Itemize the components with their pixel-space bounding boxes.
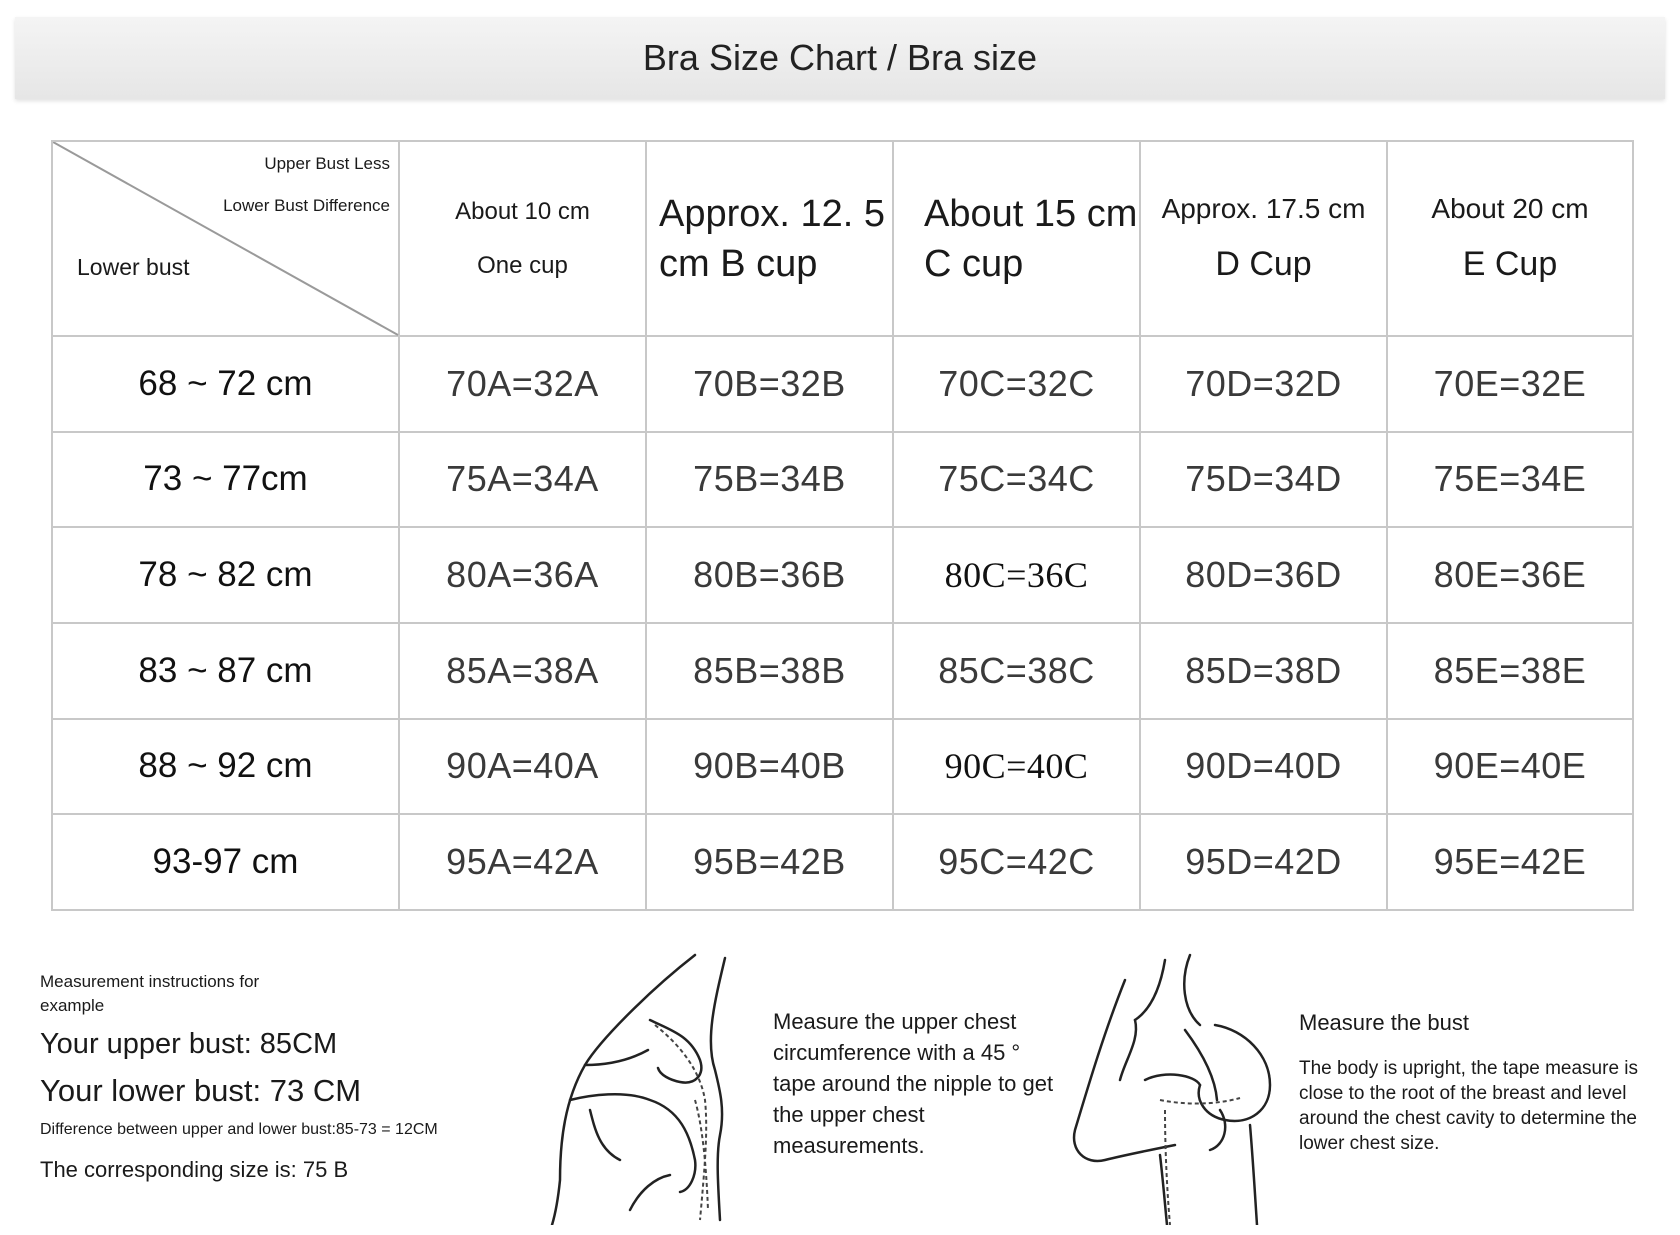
header-row xyxy=(52,141,1633,336)
header-d-diff: Approx. 17.5 cm xyxy=(1161,193,1366,224)
size-cell: 75D=34D xyxy=(1140,432,1387,528)
size-cell: 80E=36E xyxy=(1387,527,1633,623)
table-row xyxy=(52,336,1633,432)
size-cell: 70B=32B xyxy=(646,336,893,432)
band-cell: 88 ~ 92 cm xyxy=(52,719,399,815)
size-cell: 85C=38C xyxy=(893,623,1140,719)
size-cell: 95E=42E xyxy=(1387,814,1633,910)
header-e-diff: About 20 cm xyxy=(1431,193,1589,224)
corner-cell xyxy=(52,141,399,336)
size-cell: 70E=32E xyxy=(1387,336,1633,432)
header-e-cup xyxy=(1387,141,1633,336)
size-cell: 80A=36A xyxy=(399,527,646,623)
header-d-cup-label: D Cup xyxy=(1215,245,1312,283)
size-cell: 95C=42C xyxy=(893,814,1140,910)
lower-bust-difference-label: Lower Bust Difference xyxy=(223,196,390,215)
upper-chest-instruction: Measure the upper chest circumference with a 45 ° tape around the nipple to get the upper chest measurements. xyxy=(773,1009,1054,1158)
example-lower-bust: Your lower bust: 73 CM xyxy=(40,1073,362,1108)
size-cell: 85A=38A xyxy=(399,623,646,719)
table-row xyxy=(52,814,1633,910)
band-cell: 68 ~ 72 cm xyxy=(52,336,399,432)
band-cell: 93-97 cm xyxy=(52,814,399,910)
header-a-cup xyxy=(399,141,646,336)
size-cell: 75C=34C xyxy=(893,432,1140,528)
size-cell: 70D=32D xyxy=(1140,336,1387,432)
size-cell: 75B=34B xyxy=(646,432,893,528)
size-cell: 70C=32C xyxy=(893,336,1140,432)
size-cell: 90B=40B xyxy=(646,719,893,815)
size-cell: 75E=34E xyxy=(1387,432,1633,528)
header-e-cup-label: E Cup xyxy=(1462,245,1558,283)
bust-instruction-text: The body is upright, the tape measure is close to the root of the breast and level around the chest cavity to determine the lower chest size. xyxy=(1299,1058,1639,1154)
table-row xyxy=(52,623,1633,719)
size-cell: 80D=36D xyxy=(1140,527,1387,623)
size-cell: 70A=32A xyxy=(399,336,646,432)
size-cell: 85E=38E xyxy=(1387,623,1633,719)
size-cell: 90C=40C xyxy=(893,719,1140,815)
page-title: Bra Size Chart / Bra size xyxy=(642,37,1038,78)
size-cell: 80B=36B xyxy=(646,527,893,623)
header-a-diff: About 10 cm xyxy=(455,197,590,225)
table-row xyxy=(52,719,1633,815)
example-caption: Measurement instructions for example xyxy=(40,972,260,1015)
header-c-cup: About 15 cm C cup xyxy=(893,141,1140,336)
bust-instruction-title: Measure the bust xyxy=(1299,1010,1469,1035)
size-cell: 75A=34A xyxy=(399,432,646,528)
measurement-example xyxy=(40,970,510,1183)
size-cell: 90A=40A xyxy=(399,719,646,815)
example-upper-bust: Your upper bust: 85CM xyxy=(40,1028,338,1060)
band-cell: 78 ~ 82 cm xyxy=(52,527,399,623)
lower-bust-measure-figure-icon xyxy=(1065,950,1295,1225)
example-result: The corresponding size is: 75 B xyxy=(40,1157,349,1182)
size-cell: 90D=40D xyxy=(1140,719,1387,815)
header-d-cup xyxy=(1140,141,1387,336)
band-cell: 73 ~ 77cm xyxy=(52,432,399,528)
upper-bust-less-label: Upper Bust Less xyxy=(264,154,390,173)
size-cell: 85B=38B xyxy=(646,623,893,719)
example-difference: Difference between upper and lower bust:85-73 = 12CM xyxy=(40,1121,438,1138)
size-cell: 95A=42A xyxy=(399,814,646,910)
size-cell: 80C=36C xyxy=(893,527,1140,623)
size-cell: 90E=40E xyxy=(1387,719,1633,815)
lower-bust-label: Lower bust xyxy=(77,254,190,280)
table-row xyxy=(52,527,1633,623)
header-a-cup-label: One cup xyxy=(477,251,568,279)
band-cell: 83 ~ 87 cm xyxy=(52,623,399,719)
upper-chest-measure-figure-icon xyxy=(530,950,770,1225)
size-cell: 95B=42B xyxy=(646,814,893,910)
table-row xyxy=(52,432,1633,528)
title-bar xyxy=(15,17,1665,99)
header-b-cup: Approx. 12. 5 cm B cup xyxy=(646,141,893,336)
size-cell: 95D=42D xyxy=(1140,814,1387,910)
size-cell: 85D=38D xyxy=(1140,623,1387,719)
size-chart-table xyxy=(51,140,1634,911)
